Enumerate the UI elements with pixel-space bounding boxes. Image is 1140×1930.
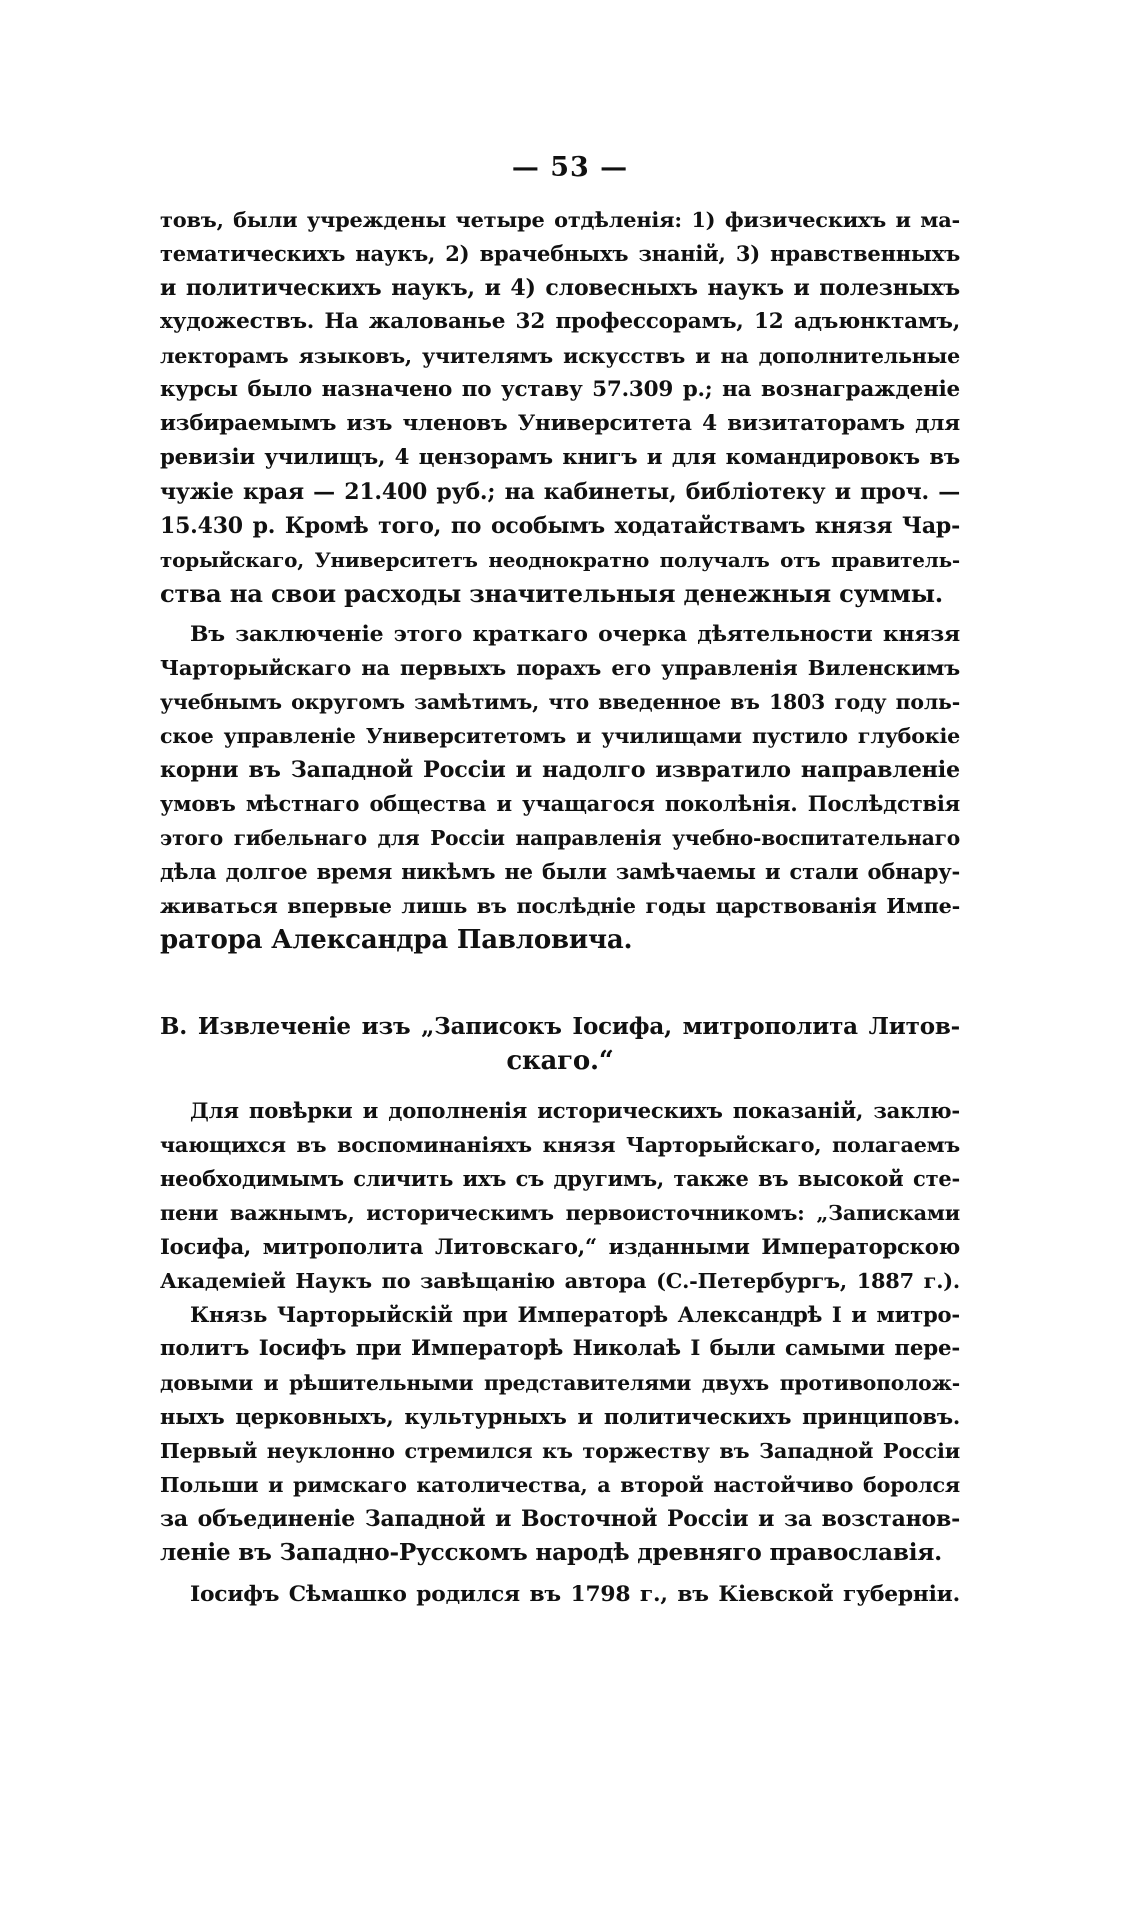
text-line: Князь Чарторыйскій при Императорѣ Александрѣ I и митро- (190, 1302, 960, 1327)
text-line: торыйскаго, Университетъ неоднократно получалъ отъ правитель- (160, 548, 960, 572)
text-line: корни въ Западной Россіи и надолго извратило направленіе (160, 757, 960, 783)
text-line: курсы было назначено по уставу 57.309 р.; на вознагражденіе (160, 377, 960, 402)
text-line: Для повѣрки и дополненія историческихъ показаній, заклю- (190, 1098, 960, 1123)
text-line: чающихся въ воспоминаніяхъ князя Чарторыйскаго, полагаемъ (160, 1133, 960, 1157)
text-line: живаться впервые лишь въ послѣдніе годы царствованія Импе- (160, 893, 960, 918)
text-line: ныхъ церковныхъ, культурныхъ и политическихъ принциповъ. (160, 1404, 960, 1429)
text-line: дѣла долгое время никѣмъ не были замѣчаемы и стали обнару- (160, 859, 960, 884)
heading-line: B. Извлеченіе изъ „Записокъ Іосифа, митрополита Литов- (160, 1013, 960, 1040)
text-line: ское управленіе Университетомъ и училищами пустило глубокіе (160, 724, 960, 748)
text-line: чужіе края — 21.400 руб.; на кабинеты, библіотеку и проч. — (160, 479, 960, 505)
text-line: и политическихъ наукъ, и 4) словесныхъ наукъ и полезныхъ (160, 275, 960, 301)
text-line: избираемымъ изъ членовъ Университета 4 визитаторамъ для (160, 411, 960, 436)
text-line: ства на свои расходы значительныя денежныя суммы. (160, 579, 944, 608)
text-line: учебнымъ округомъ замѣтимъ, что введенное въ 1803 году поль- (160, 690, 960, 714)
text-line: Іосифа, митрополита Литовскаго,“ изданными Императорскою (160, 1234, 960, 1259)
text-line: умовъ мѣстнаго общества и учащагося поколѣнія. Послѣдствія (160, 791, 960, 816)
text-line: 15.430 р. Кромѣ того, по особымъ ходатайствамъ князя Чар- (160, 513, 960, 539)
text-line: товъ, были учреждены четыре отдѣленія: 1) физическихъ и ма- (160, 207, 960, 232)
text-line: тематическихъ наукъ, 2) врачебныхъ знаній, 3) нравственныхъ (160, 241, 960, 266)
text-line: ратора Александра Павловича. (160, 925, 633, 955)
text-line: Чарторыйскаго на первыхъ порахъ его управленія Виленскимъ (160, 655, 960, 680)
text-line: ревизіи училищъ, 4 цензорамъ книгъ и для командировокъ въ (160, 445, 960, 470)
text-line: политъ Іосифъ при Императорѣ Николаѣ I были самыми пере- (160, 1336, 960, 1361)
text-line: Польши и римскаго католичества, а второй настойчиво боролся (160, 1473, 960, 1497)
text-line: необходимымъ сличить ихъ съ другимъ, также въ высокой сте- (160, 1166, 960, 1191)
page-number: — 53 — (511, 152, 629, 183)
text-line: лекторамъ языковъ, учителямъ искусствъ и на дополнительные (160, 344, 960, 368)
text-line: Іосифъ Сѣмашко родился въ 1798 г., въ Кіевской губерніи. (190, 1582, 960, 1607)
text-line: этого гибельнаго для Россіи направленія учебно-воспитательнаго (160, 826, 960, 850)
text-line: за объединеніе Западной и Восточной Россіи и за возстанов- (160, 1506, 960, 1532)
text-line: довыми и рѣшительными представителями двухъ противополож- (160, 1371, 960, 1395)
text-line: Первый неуклонно стремился къ торжеству въ Западной Россіи (160, 1438, 960, 1463)
heading-line: скаго.“ (506, 1046, 614, 1076)
text-line: леніе въ Западно-Русскомъ народѣ древняго православія. (160, 1539, 943, 1566)
text-line: Въ заключеніе этого краткаго очерка дѣятельности князя (190, 621, 960, 647)
text-line: пени важнымъ, историческимъ первоисточникомъ: „Записками (160, 1200, 960, 1225)
text-line: Академіей Наукъ по завѣщанію автора (С.-Петербургъ, 1887 г.). (160, 1268, 960, 1293)
text-line: художествъ. На жалованье 32 профессорамъ, 12 адъюнктамъ, (160, 309, 960, 334)
